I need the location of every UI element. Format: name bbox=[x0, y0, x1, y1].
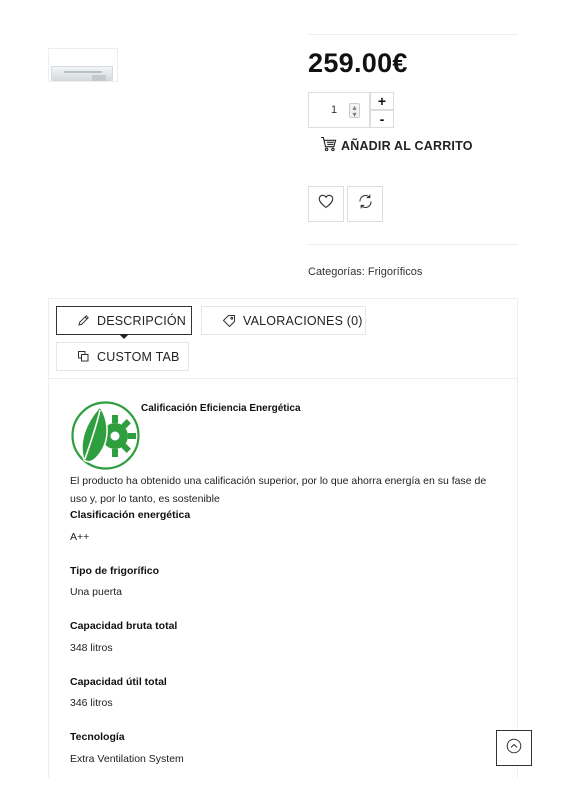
quantity-minus-button[interactable]: - bbox=[370, 110, 394, 128]
spec-label: Capacidad útil total bbox=[70, 676, 167, 688]
tab-reviews[interactable] bbox=[201, 306, 366, 335]
tag-icon bbox=[222, 314, 236, 327]
tab-description[interactable] bbox=[56, 306, 192, 335]
spec-value: Extra Ventilation System bbox=[70, 753, 184, 765]
spec-label: Tecnología bbox=[70, 731, 125, 743]
energy-efficiency-leaf-icon bbox=[70, 400, 141, 471]
add-to-cart-button[interactable] bbox=[320, 136, 473, 156]
quantity-input[interactable] bbox=[308, 92, 370, 128]
tab-reviews-label: VALORACIONES (0) bbox=[243, 313, 363, 328]
product-thumbnail[interactable] bbox=[48, 48, 118, 82]
energy-badge-title: Calificación Eficiencia Energética bbox=[141, 403, 301, 414]
quantity-plus-button[interactable]: + bbox=[370, 92, 394, 110]
copy-icon bbox=[77, 350, 90, 363]
spec-value: A++ bbox=[70, 531, 90, 543]
arrow-up-circle-icon bbox=[506, 738, 522, 759]
tab-custom-label: CUSTOM TAB bbox=[97, 349, 180, 364]
top-divider bbox=[308, 34, 518, 35]
quantity-value: 1 bbox=[331, 104, 338, 116]
compare-button[interactable] bbox=[347, 186, 383, 222]
compare-icon bbox=[357, 193, 374, 215]
wishlist-button[interactable] bbox=[308, 186, 344, 222]
energy-badge-text: El producto ha obtenido una calificación superior, por lo que ahorra energía en su fase de uso y, por lo tanto, es sostenible bbox=[70, 475, 487, 505]
heart-icon bbox=[318, 194, 334, 214]
fridge-image bbox=[51, 66, 113, 82]
tab-custom[interactable] bbox=[56, 342, 189, 371]
spec-value: 348 litros bbox=[70, 642, 113, 654]
active-tab-indicator bbox=[119, 334, 129, 339]
spec-label: Capacidad bruta total bbox=[70, 620, 178, 632]
spec-label: Clasificación energética bbox=[70, 509, 191, 521]
add-to-cart-label: AÑADIR AL CARRITO bbox=[341, 139, 473, 153]
quantity-spinner-icon[interactable]: ▴ ▾ bbox=[349, 103, 360, 118]
tab-description-label: DESCRIPCIÓN bbox=[97, 313, 187, 328]
spec-label: Tipo de frigorífico bbox=[70, 565, 160, 577]
tab-content-separator bbox=[49, 378, 517, 379]
product-price: 259.00€ bbox=[308, 48, 408, 78]
spec-value: 346 litros bbox=[70, 697, 113, 709]
meta-divider bbox=[308, 244, 518, 245]
spec-value: Una puerta bbox=[70, 586, 122, 598]
product-categories: Categorías: Frigoríficos bbox=[308, 266, 423, 278]
cart-icon bbox=[320, 136, 337, 157]
pencil-icon bbox=[77, 314, 90, 327]
back-to-top-button[interactable] bbox=[496, 730, 532, 766]
